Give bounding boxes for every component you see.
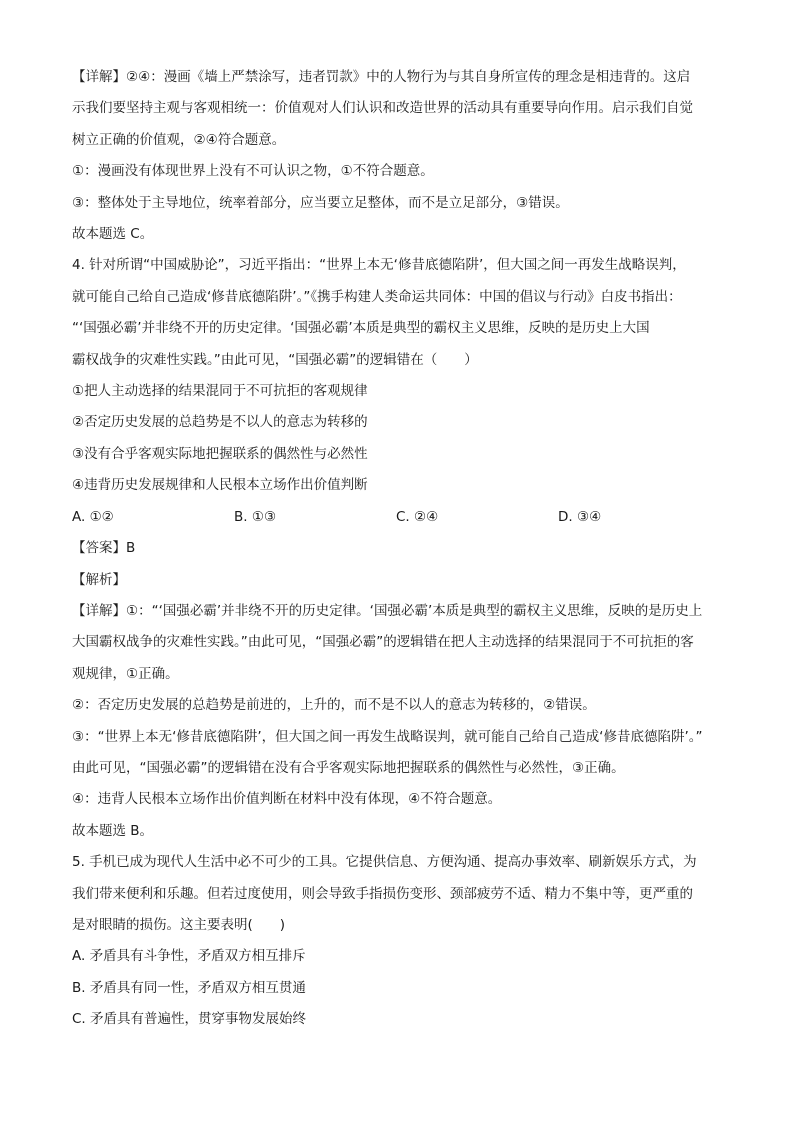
text-line: ③：整体处于主导地位，统率着部分，应当要立足整体，而不是立足部分，③错误。 <box>72 194 569 211</box>
question-5-stem: 我们带来便利和乐趣。但若过度使用，则会导致手指损伤变形、颈部疲劳不适、精力不集中等，更严重的 <box>72 885 693 902</box>
question-4-statement-2: ②否定历史发展的总趋势是不以人的意志为转移的 <box>72 414 368 431</box>
question-4-statement-1: ①把人主动选择的结果混同于不可抗拒的客观规律 <box>72 383 368 400</box>
question-5-stem: 是对眼睛的损伤。这主要表明( ) <box>72 916 286 933</box>
text-line: ②：否定历史发展的总趋势是前进的，上升的，而不是不以人的意志为转移的，②错误。 <box>72 697 596 714</box>
text-line: 观规律，①正确。 <box>72 665 179 682</box>
option-c: C. ②④ <box>396 508 439 525</box>
question-4-stem: 霸权战争的灾难性实践。”由此可见，“国强必霸”的逻辑错在（ ） <box>72 351 478 368</box>
question-4-stem: 就可能自己给自己造成‘修昔底德陷阱’。”《携手构建人类命运共同体：中国的倡议与行动》白皮书指出： <box>72 288 682 305</box>
text-line: ①：漫画没有体现世界上没有不可认识之物，①不符合题意。 <box>72 163 434 180</box>
document-page <box>72 62 732 1036</box>
text-line: 由此可见，“国强必霸”的逻辑错在没有合乎客观实际地把握联系的偶然性与必然性，③正确。 <box>72 759 625 776</box>
text-line: 故本题选 C。 <box>72 226 154 243</box>
text-line: 【详解】②④：漫画《墙上严禁涂写，违者罚款》中的人物行为与其自身所宣传的理念是相违背的。这启 <box>72 69 691 85</box>
option-d: D. ③④ <box>558 508 602 525</box>
question-4-stem: 4. 针对所谓“中国威胁论”，习近平指出：“世界上本无‘修昔底德陷阱’，但大国之间一再发生战略误判， <box>72 257 686 274</box>
text-line: 故本题选 B。 <box>72 822 154 839</box>
question-4-stem: “‘国强必霸’并非绕不开的历史定律。‘国强必霸’本质是典型的霸权主义思维，反映的是历史上大国 <box>72 320 650 337</box>
answer-label: 【答案】B <box>72 540 136 557</box>
text-line: 【详解】①：“‘国强必霸’并非绕不开的历史定律。‘国强必霸’本质是典型的霸权主义思维，反映的是历史上 <box>72 602 703 619</box>
question-4-statement-4: ④违背历史发展规律和人民根本立场作出价值判断 <box>72 477 368 494</box>
question-4-options <box>72 502 732 533</box>
text-line: 示我们要坚持主观与客观相统一：价值观对人们认识和改造世界的活动具有重要导向作用。启示我们自觉 <box>72 100 693 117</box>
analysis-label: 【解析】 <box>72 571 126 588</box>
question-5-option-b: B. 矛盾具有同一性，矛盾双方相互贯通 <box>72 979 306 996</box>
question-4-statement-3: ③没有合乎客观实际地把握联系的偶然性与必然性 <box>72 445 368 462</box>
option-b: B. ①③ <box>234 508 277 525</box>
text-line: ④：违背人民根本立场作出价值判断在材料中没有体现，④不符合题意。 <box>72 791 502 808</box>
option-a: A. ①② <box>72 508 114 525</box>
text-line: ③：“世界上本无‘修昔底德陷阱’，但大国之间一再发生战略误判，就可能自己给自己造成‘修昔底德陷阱’。” <box>72 728 703 745</box>
text-line: 大国霸权战争的灾难性实践。”由此可见，“国强必霸”的逻辑错在把人主动选择的结果混同于不可抗拒的客 <box>72 634 694 651</box>
text-line: 树立正确的价值观，②④符合题意。 <box>72 131 286 148</box>
question-5-stem: 5. 手机已成为现代人生活中必不可少的工具。它提供信息、方便沟通、提高办事效率、刷新娱乐方式，为 <box>72 854 697 871</box>
question-5-option-c: C. 矛盾具有普遍性，贯穿事物发展始终 <box>72 1011 307 1028</box>
question-5-option-a: A. 矛盾具有斗争性，矛盾双方相互排斥 <box>72 948 306 965</box>
